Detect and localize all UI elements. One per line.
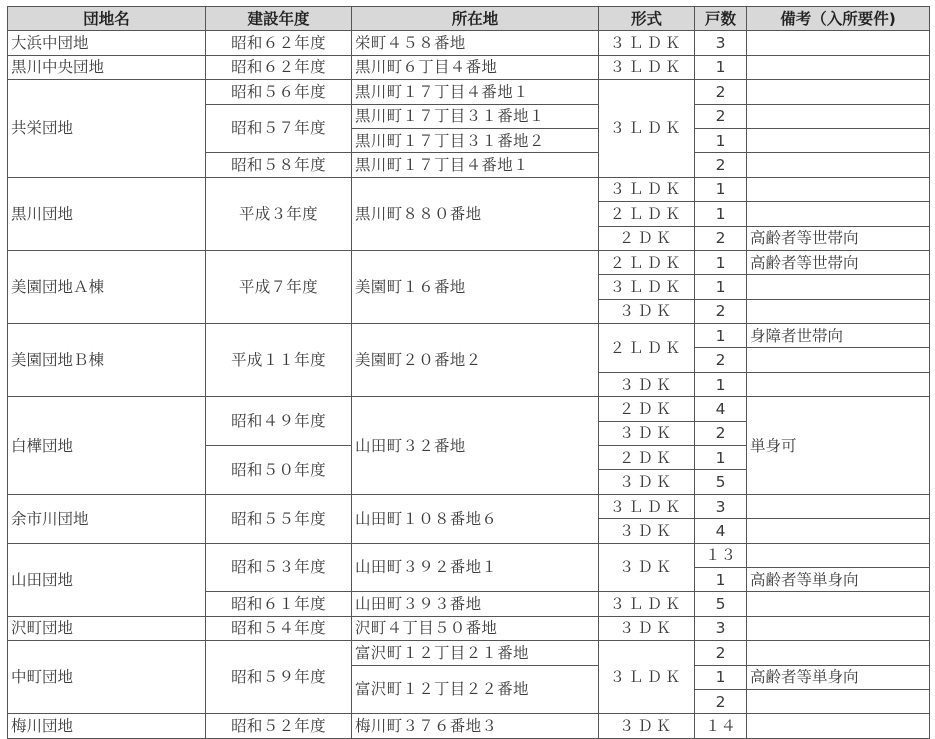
units-cell: 2 [695,421,747,445]
type-cell: ２ＤＫ [599,446,695,470]
address-cell: 梅川町３７６番地３ [352,714,599,738]
year-cell: 昭和６２年度 [206,31,352,55]
note-cell: 単身可 [747,397,930,495]
units-cell: 1 [695,275,747,299]
address-cell: 山田町３２番地 [352,397,599,495]
units-cell: 2 [695,226,747,250]
year-cell: 昭和４９年度 [206,397,352,446]
table-row [8,494,930,518]
units-cell: １３ [695,543,747,567]
units-cell: 1 [695,324,747,348]
note-cell: 高齢者等単身向 [747,665,930,689]
type-cell: ３ＤＫ [599,519,695,543]
type-cell: ３ＬＤＫ [599,494,695,518]
type-cell: ３ＬＤＫ [599,55,695,79]
address-cell: 山田町１０８番地６ [352,494,599,543]
note-cell [747,494,930,518]
type-cell: ３ＬＤＫ [599,275,695,299]
units-cell: 4 [695,519,747,543]
header-units: 戸数 [695,7,747,31]
address-cell: 黒川町６丁目４番地 [352,55,599,79]
address-cell: 黒川町１７丁目３１番地１ [352,104,599,128]
table-row [8,250,930,274]
address-cell: 美園町２０番地２ [352,324,599,397]
note-cell [747,641,930,665]
note-cell [747,348,930,372]
type-cell: ２ＬＤＫ [599,250,695,274]
year-cell: 昭和６２年度 [206,55,352,79]
complex-name-cell: 白樺団地 [8,397,206,495]
note-cell [747,31,930,55]
complex-name-cell: 美園団地Ｂ棟 [8,324,206,397]
year-cell: 昭和５４年度 [206,616,352,640]
units-cell: 2 [695,348,747,372]
units-cell: 1 [695,55,747,79]
table-row [8,31,930,55]
year-cell: 昭和５９年度 [206,641,352,714]
units-cell: 1 [695,177,747,201]
header-address: 所在地 [352,7,599,31]
type-cell: ３ＬＤＫ [599,80,695,178]
year-cell: 平成３年度 [206,177,352,250]
units-cell: 1 [695,128,747,152]
units-cell: 5 [695,470,747,494]
type-cell: ２ＬＤＫ [599,324,695,373]
complex-name-cell: 余市川団地 [8,494,206,543]
note-cell [747,519,930,543]
type-cell: ２ＤＫ [599,397,695,421]
table-row [8,324,930,348]
housing-table [7,6,930,739]
note-cell [747,372,930,396]
type-cell: ３ＤＫ [599,543,695,592]
note-cell [747,275,930,299]
table-row [8,543,930,567]
units-cell: 2 [695,153,747,177]
note-cell: 高齢者等世帯向 [747,250,930,274]
year-cell: 昭和５７年度 [206,104,352,153]
units-cell: 2 [695,104,747,128]
type-cell: ３ＬＤＫ [599,177,695,201]
units-cell: 1 [695,665,747,689]
complex-name-cell: 山田団地 [8,543,206,616]
units-cell: 2 [695,689,747,713]
units-cell: 1 [695,202,747,226]
address-cell: 富沢町１２丁目２２番地 [352,665,599,714]
header-complex: 団地名 [8,7,206,31]
units-cell: 2 [695,641,747,665]
units-cell: 2 [695,80,747,104]
header-row [8,7,930,31]
units-cell: 2 [695,299,747,323]
complex-name-cell: 黒川団地 [8,177,206,250]
complex-name-cell: 大浜中団地 [8,31,206,55]
units-cell: １４ [695,714,747,738]
note-cell [747,177,930,201]
note-cell: 高齢者等世帯向 [747,226,930,250]
units-cell: 3 [695,616,747,640]
table-row [8,616,930,640]
type-cell: ２ＤＫ [599,226,695,250]
complex-name-cell: 黒川中央団地 [8,55,206,79]
year-cell: 昭和５２年度 [206,714,352,738]
complex-name-cell: 梅川団地 [8,714,206,738]
type-cell: ３ＤＫ [599,299,695,323]
note-cell [747,616,930,640]
header-type: 形式 [599,7,695,31]
units-cell: 5 [695,592,747,616]
year-cell: 昭和６１年度 [206,592,352,616]
type-cell: ３ＤＫ [599,616,695,640]
type-cell: ３ＤＫ [599,470,695,494]
address-cell: 山田町３９３番地 [352,592,599,616]
note-cell: 高齢者等単身向 [747,567,930,591]
table-row [8,177,930,201]
complex-name-cell: 沢町団地 [8,616,206,640]
address-cell: 美園町１６番地 [352,250,599,323]
year-cell: 平成１１年度 [206,324,352,397]
note-cell [747,592,930,616]
table-row [8,80,930,104]
address-cell: 山田町３９２番地１ [352,543,599,592]
note-cell [747,104,930,128]
address-cell: 黒川町８８０番地 [352,177,599,250]
note-cell [747,299,930,323]
type-cell: ３ＬＤＫ [599,592,695,616]
type-cell: ３ＬＤＫ [599,31,695,55]
table-row [8,641,930,665]
year-cell: 昭和５６年度 [206,80,352,104]
address-cell: 黒川町１７丁目３１番地２ [352,128,599,152]
complex-name-cell: 共栄団地 [8,80,206,178]
year-cell: 昭和５３年度 [206,543,352,592]
note-cell [747,80,930,104]
type-cell: ３ＤＫ [599,714,695,738]
units-cell: 1 [695,372,747,396]
address-cell: 黒川町１７丁目４番地１ [352,80,599,104]
units-cell: 3 [695,494,747,518]
units-cell: 3 [695,31,747,55]
address-cell: 黒川町１７丁目４番地１ [352,153,599,177]
units-cell: 1 [695,446,747,470]
year-cell: 昭和５５年度 [206,494,352,543]
year-cell: 平成７年度 [206,250,352,323]
address-cell: 沢町４丁目５０番地 [352,616,599,640]
note-cell: 身障者世帯向 [747,324,930,348]
units-cell: 4 [695,397,747,421]
complex-name-cell: 美園団地Ａ棟 [8,250,206,323]
year-cell: 昭和５０年度 [206,446,352,495]
table-row [8,55,930,79]
note-cell [747,153,930,177]
table-row [8,397,930,421]
note-cell [747,689,930,713]
address-cell: 栄町４５８番地 [352,31,599,55]
units-cell: 1 [695,250,747,274]
header-year: 建設年度 [206,7,352,31]
table-row [8,714,930,738]
note-cell [747,543,930,567]
note-cell [747,714,930,738]
year-cell: 昭和５８年度 [206,153,352,177]
complex-name-cell: 中町団地 [8,641,206,714]
address-cell: 富沢町１２丁目２１番地 [352,641,599,665]
header-note: 備考（入所要件) [747,7,930,31]
units-cell: 1 [695,567,747,591]
note-cell [747,128,930,152]
note-cell [747,55,930,79]
note-cell [747,202,930,226]
type-cell: ２ＬＤＫ [599,202,695,226]
type-cell: ３ＬＤＫ [599,641,695,714]
type-cell: ３ＤＫ [599,421,695,445]
type-cell: ３ＤＫ [599,372,695,396]
